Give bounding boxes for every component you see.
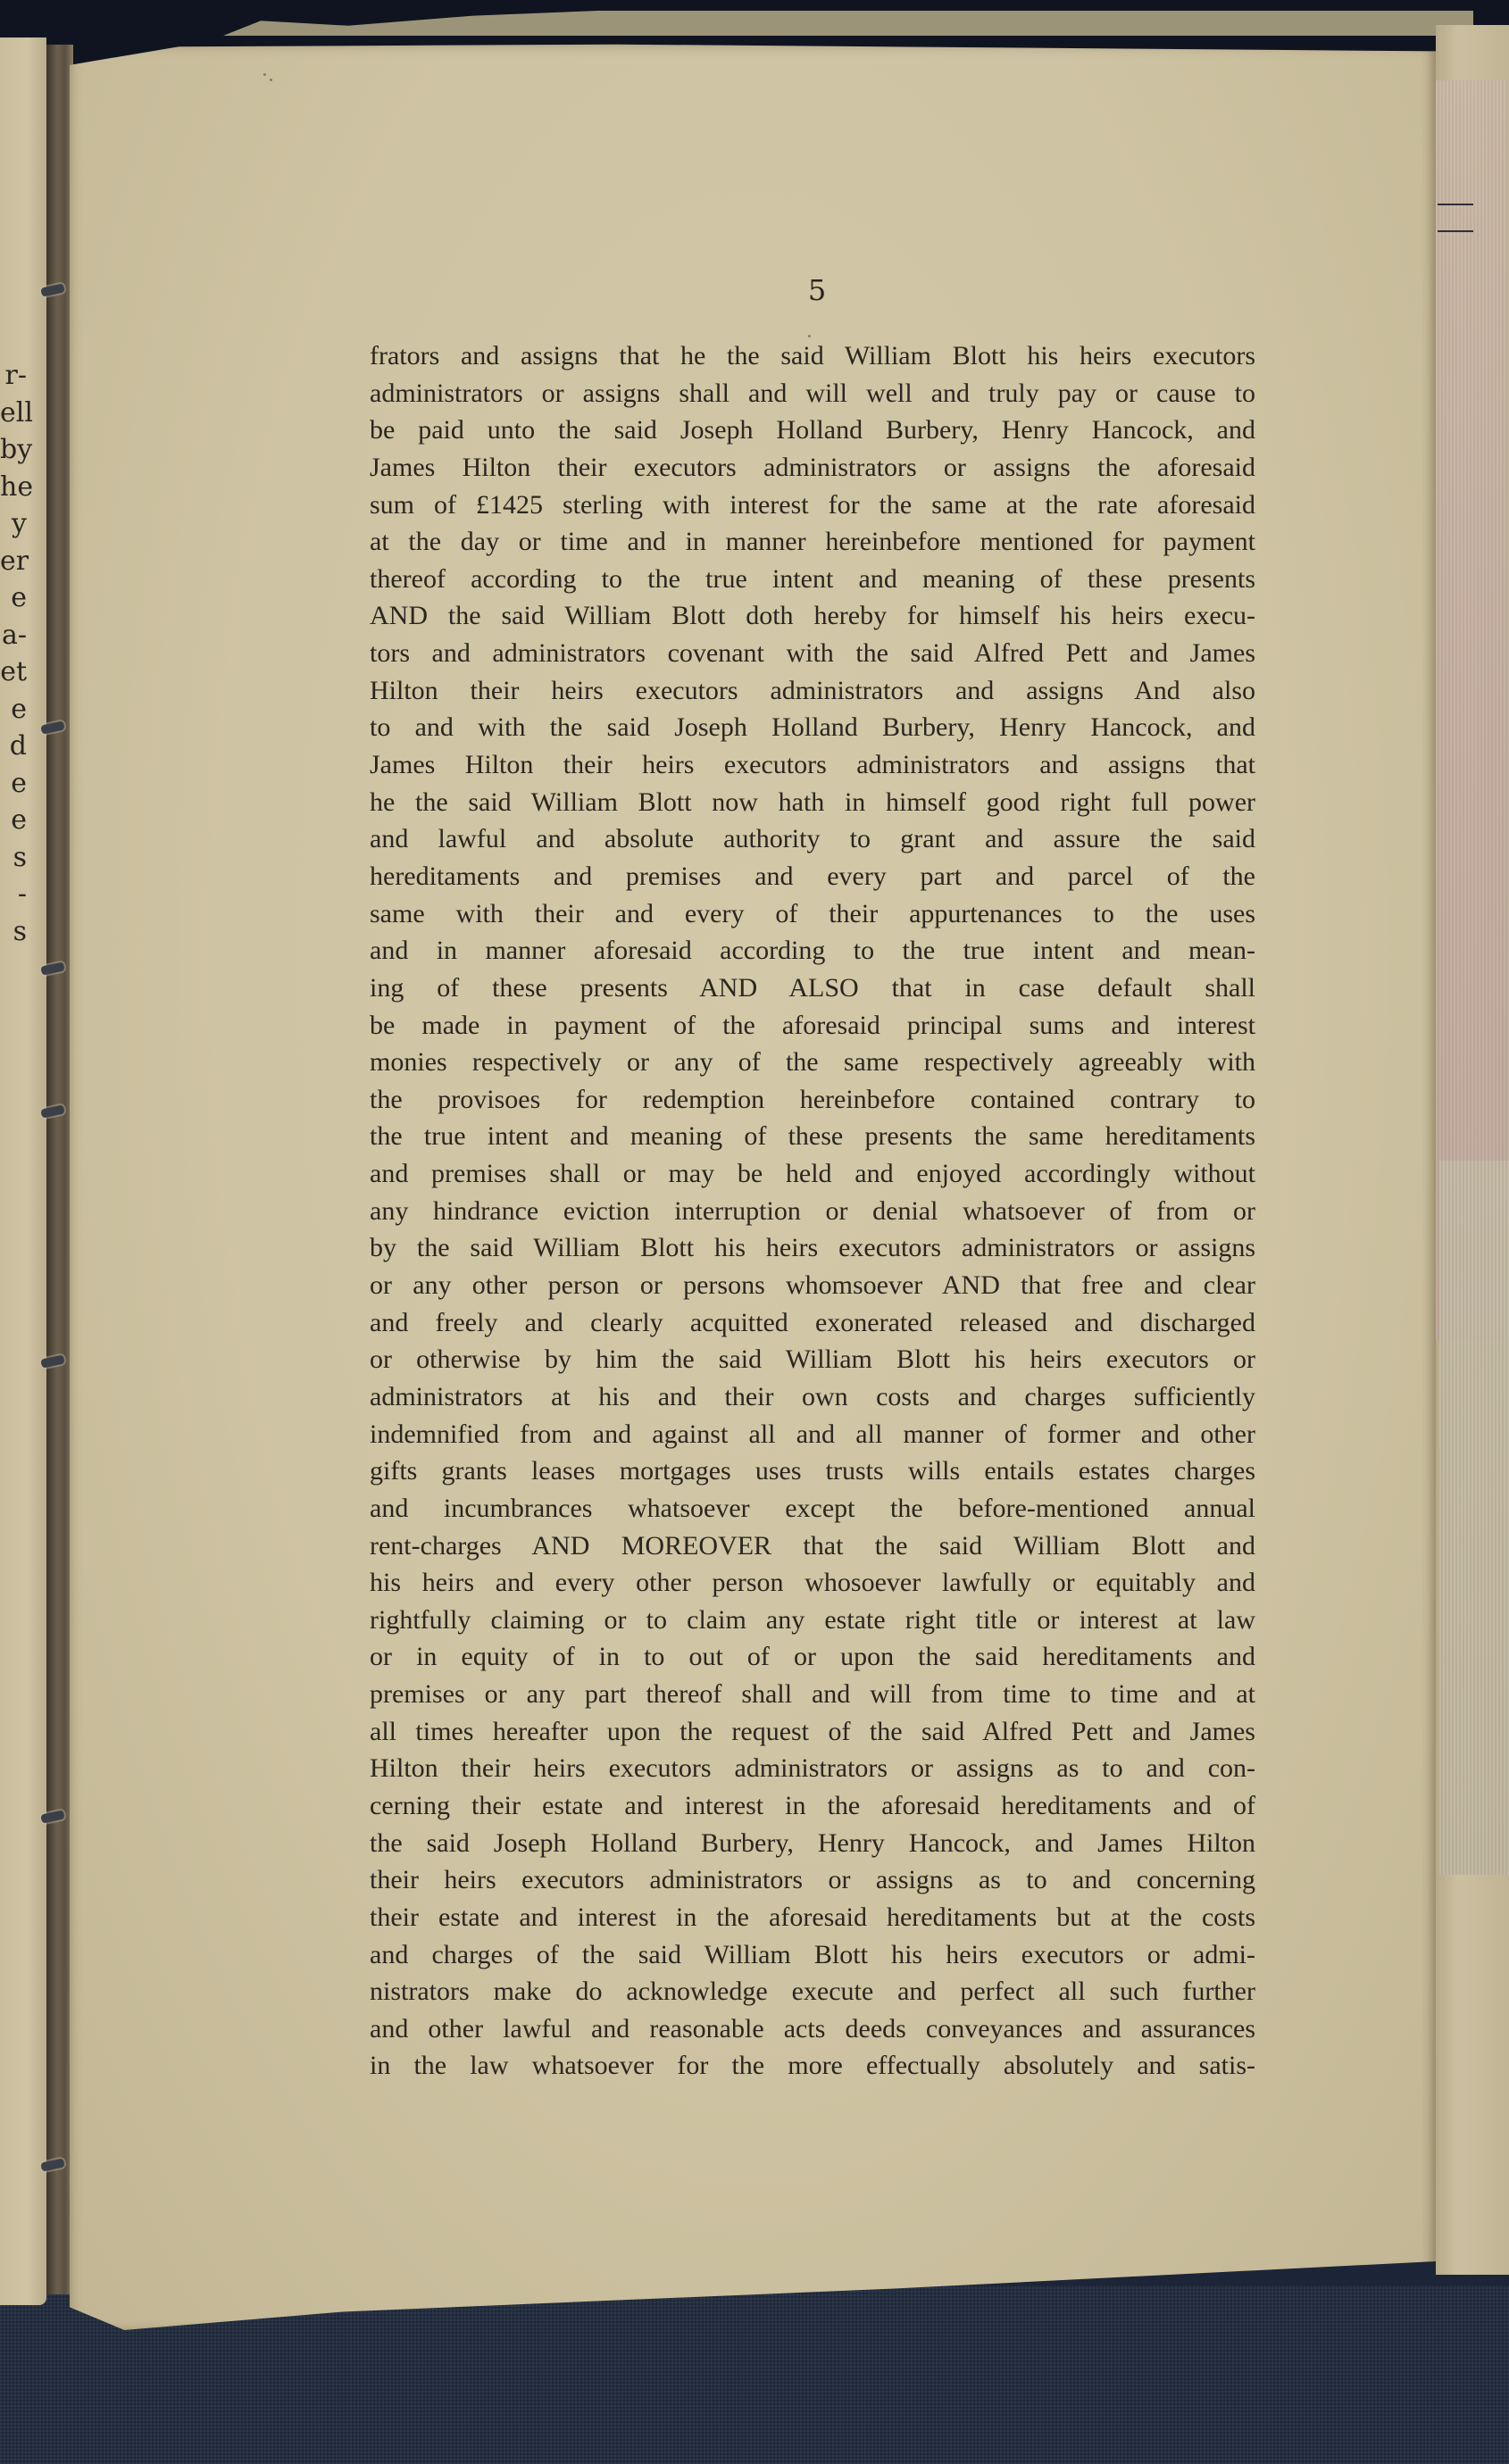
left-page-fragment: e bbox=[11, 804, 27, 836]
text-line: sum of £1425 sterling with interest for the same at the rate aforesaid bbox=[370, 489, 1255, 520]
text-line: James Hilton their executors administrators or assigns the aforesaid bbox=[370, 452, 1255, 482]
left-page-text-fragments bbox=[0, 357, 34, 950]
text-line: same with their and every of their appurtenances to the uses bbox=[370, 898, 1255, 928]
left-page-fragment: s bbox=[13, 915, 27, 947]
text-line: to and with the said Joseph Holland Burbery, Henry Hancock, and bbox=[370, 712, 1255, 743]
text-line: cerning their estate and interest in the aforesaid hereditaments and of bbox=[370, 1790, 1255, 1820]
left-page-fragment: et bbox=[0, 656, 27, 687]
left-page-fragment: e bbox=[11, 767, 27, 799]
text-line: be paid unto the said Joseph Holland Burbery, Henry Hancock, and bbox=[370, 415, 1255, 445]
text-line: or in equity of in to out of or upon the said hereditaments and bbox=[370, 1642, 1255, 1672]
text-line: and incumbrances whatsoever except the before-mentioned annual bbox=[370, 1493, 1255, 1523]
text-line: and lawful and absolute authority to grant and assure the said bbox=[370, 824, 1255, 854]
left-page-fragment: e bbox=[11, 693, 27, 725]
left-page-fragment: e bbox=[11, 582, 27, 613]
left-page-fragment: a- bbox=[1, 619, 27, 651]
torn-page-edges bbox=[223, 11, 1473, 36]
paper-speck bbox=[270, 79, 272, 81]
text-line: by the said William Blott his heirs executors administrators or assigns bbox=[370, 1233, 1255, 1263]
text-line: the true intent and meaning of these presents the same hereditaments bbox=[370, 1121, 1255, 1152]
text-line: and other lawful and reasonable acts deeds conveyances and assurances bbox=[370, 2013, 1255, 2044]
text-line: he the said William Blott now hath in himself good right full power bbox=[370, 787, 1255, 817]
text-line: Hilton their heirs executors administrators or assigns as to and con- bbox=[370, 1753, 1255, 1784]
text-line: their heirs executors administrators or assigns as to and concerning bbox=[370, 1865, 1255, 1895]
silk-ribbon-lower bbox=[1439, 1161, 1509, 1875]
left-page-fragment: by bbox=[0, 434, 33, 465]
left-page-fragment: y bbox=[12, 508, 27, 539]
binding-gutter bbox=[46, 45, 73, 2294]
text-line: gifts grants leases mortgages uses trusts wills entails estates charges bbox=[370, 1456, 1255, 1486]
text-line: premises or any part thereof shall and will from time to time and at bbox=[370, 1679, 1255, 1710]
text-line: frators and assigns that he the said William Blott his heirs executors bbox=[370, 341, 1255, 370]
left-page-fragment: r- bbox=[4, 360, 27, 391]
silk-ribbon bbox=[1436, 80, 1507, 1339]
text-line: tors and administrators covenant with the said Alfred Pett and James bbox=[370, 638, 1255, 669]
text-line: and in manner aforesaid according to the true intent and mean- bbox=[370, 936, 1255, 966]
text-line: and freely and clearly acquitted exonerated released and discharged bbox=[370, 1307, 1255, 1337]
left-page-fragment: d bbox=[9, 730, 27, 762]
text-line: their estate and interest in the aforesaid hereditaments but at the costs bbox=[370, 1902, 1255, 1932]
text-line: be made in payment of the aforesaid principal sums and interest bbox=[370, 1010, 1255, 1040]
text-line: all times hereafter upon the request of the said Alfred Pett and James bbox=[370, 1716, 1255, 1746]
text-line: or otherwise by him the said William Blott his heirs executors or bbox=[370, 1344, 1255, 1375]
paper-speck bbox=[263, 73, 266, 76]
ribbon-ink-mark bbox=[1438, 187, 1473, 205]
text-line: administrators at his and their own costs and charges sufficiently bbox=[370, 1381, 1255, 1411]
left-adjacent-page bbox=[0, 37, 46, 2305]
text-line: the provisoes for redemption hereinbefore contained contrary to bbox=[370, 1084, 1255, 1114]
text-line: and premises shall or may be held and enjoyed accordingly without bbox=[370, 1159, 1255, 1189]
text-line: hereditaments and premises and every part and parcel of the bbox=[370, 861, 1255, 891]
text-line: rent-charges AND MOREOVER that the said William Blott and bbox=[370, 1530, 1255, 1561]
text-line: the said Joseph Holland Burbery, Henry Hancock, and James Hilton bbox=[370, 1827, 1255, 1858]
text-line: monies respectively or any of the same respectively agreeably with bbox=[370, 1047, 1255, 1078]
text-line: indemnified from and against all and all manner of former and other bbox=[370, 1419, 1255, 1449]
text-line: nistrators make do acknowledge execute and perfect all such further bbox=[370, 1977, 1255, 2007]
text-line: thereof according to the true intent and meaning of these presents bbox=[370, 563, 1255, 594]
text-line: or any other person or persons whomsoever AND that free and clear bbox=[370, 1270, 1255, 1301]
left-page-fragment: ell bbox=[0, 396, 33, 429]
text-line: rightfully claiming or to claim any estate right title or interest at law bbox=[370, 1604, 1255, 1635]
ribbon-ink-mark bbox=[1438, 214, 1473, 232]
text-line: any hindrance eviction interruption or denial whatsoever of from or bbox=[370, 1195, 1255, 1226]
text-line: Hilton their heirs executors administrators and assigns And also bbox=[370, 675, 1255, 705]
left-page-fragment: er bbox=[0, 545, 29, 577]
document-body-text bbox=[370, 337, 1255, 2085]
text-line: at the day or time and in manner hereinbefore mentioned for payment bbox=[370, 527, 1255, 557]
text-line: and charges of the said William Blott his heirs executors or admi- bbox=[370, 1939, 1255, 1969]
text-line: his heirs and every other person whosoever lawfully or equitably and bbox=[370, 1568, 1255, 1598]
text-line: administrators or assigns shall and will well and truly pay or cause to bbox=[370, 378, 1255, 408]
text-line: James Hilton their heirs executors administrators and assigns that bbox=[370, 750, 1255, 780]
page-number: 5 bbox=[807, 273, 827, 307]
left-page-fragment: s bbox=[13, 841, 27, 873]
text-line: AND the said William Blott doth hereby for himself his heirs execu- bbox=[370, 601, 1255, 631]
text-line: in the law whatsoever for the more effectually absolutely and satis- bbox=[370, 2051, 1255, 2081]
left-page-fragment: he bbox=[0, 470, 34, 503]
left-page-fragment: - bbox=[17, 878, 27, 910]
text-line: ing of these presents AND ALSO that in case default shall bbox=[370, 972, 1255, 1003]
